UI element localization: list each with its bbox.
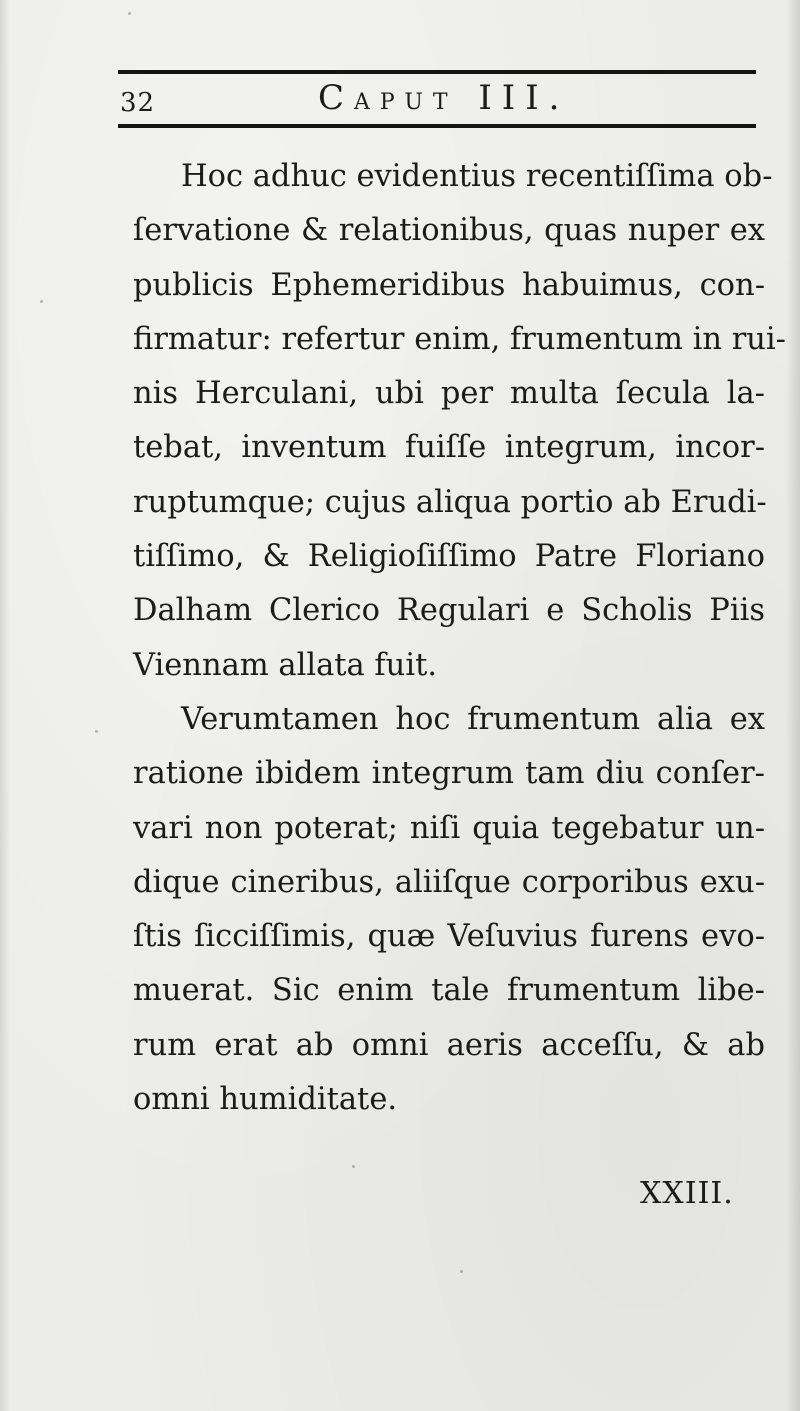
text-line: ſervatione & relationibus, quas nuper ex <box>133 213 765 249</box>
running-head-word: APUT <box>354 90 458 115</box>
text-line: ratione ibidem integrum tam diu conſer- <box>133 756 765 792</box>
paper-speck <box>95 730 98 733</box>
paragraph <box>133 693 765 1127</box>
text-line: muerat. Sic enim tale frumentum libe- <box>133 973 765 1009</box>
text-line: Hoc adhuc evidentius recentiſſima ob- <box>181 159 773 194</box>
text-line: omni humiditate. <box>133 1082 398 1118</box>
paper-speck <box>128 12 131 15</box>
text-line: firmatur: refertur enim, frumentum in rui- <box>133 321 786 357</box>
text-line: tiſſimo, & Religioſiſſimo Patre Floriano <box>133 539 765 575</box>
paper-speck <box>352 1165 355 1168</box>
text-line: tebat, inventum fuiſſe integrum, incor- <box>133 430 765 466</box>
text-line: vari non poterat; niſi quia tegebatur un- <box>133 810 765 846</box>
header-rule-bottom <box>118 124 756 128</box>
running-head-numeral: III. <box>478 78 570 118</box>
catchword: XXIII. <box>640 1176 734 1211</box>
text-line: ſtis ſicciſſimis, quæ Veſuvius furens evo- <box>133 919 765 955</box>
text-line: publicis Ephemeridibus habuimus, con- <box>133 267 765 303</box>
text-line: ruptumque; cujus aliqua portio ab Erudi- <box>133 484 767 520</box>
text-line: dique cineribus, aliiſque corporibus exu- <box>133 864 765 900</box>
running-head <box>318 78 569 118</box>
page-header <box>120 76 760 122</box>
text-line: nis Herculani, ubi per multa ſecula la- <box>133 376 765 412</box>
text-line: Dalham Clerico Regulari e Scholis Piis <box>133 593 765 629</box>
body-text <box>133 150 786 1127</box>
paper-speck <box>40 300 43 303</box>
page-edge-shadow <box>786 0 800 1411</box>
paragraph <box>133 150 786 693</box>
paper-speck <box>460 1270 463 1273</box>
gutter-shadow <box>0 0 10 1411</box>
text-line: rum erat ab omni aeris acceſſu, & ab <box>133 1027 765 1063</box>
text-line: Viennam allata fuit. <box>133 647 438 683</box>
header-rule-top <box>118 70 756 74</box>
text-line: Verumtamen hoc frumentum alia ex <box>181 701 765 737</box>
page-number: 32 <box>120 88 156 118</box>
running-head-initial: C <box>318 78 355 118</box>
